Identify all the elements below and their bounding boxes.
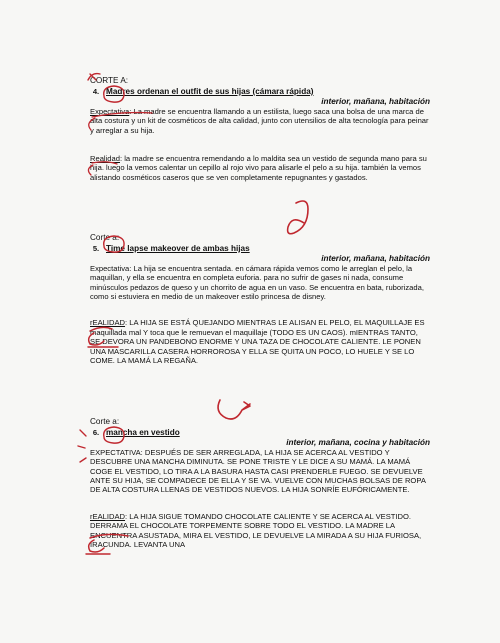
reality-label: Realidad	[90, 154, 120, 164]
scene-title: Time lapse makeover de ambas hijas	[106, 243, 250, 253]
expectation-paragraph	[90, 107, 430, 135]
spiral-doodle	[288, 201, 308, 234]
reality-paragraph	[90, 318, 430, 365]
scene-heading	[90, 242, 430, 254]
scene-location: interior, mañana, habitación	[321, 97, 430, 107]
expectation-paragraph	[90, 264, 430, 302]
corte-label: CORTE A:	[90, 76, 129, 85]
reality-paragraph	[90, 154, 430, 182]
expectation-paragraph	[90, 448, 430, 495]
scene-location: interior, mañana, habitación	[321, 254, 430, 264]
reality-paragraph	[90, 512, 430, 550]
scene-location: interior, mañana, cocina y habitación	[286, 438, 430, 448]
corte-label: Corte a:	[90, 417, 120, 426]
scene-heading	[90, 426, 430, 438]
scene-number: 6.	[92, 427, 100, 437]
scene-number: 5.	[92, 243, 100, 253]
corte-label: Corte a:	[90, 233, 120, 242]
reality-label: rEALIDAD	[90, 511, 126, 521]
side-ticks	[78, 430, 86, 462]
reality-text: : LA HIJA SE ESTÁ QUEJANDO MIENTRAS LE ALISAN EL PELO, EL MAQUILLAJE ES maquillada mal Y toca que le remuevan el maquillaje (TODO ES UN CAOS). mIENTRAS TANTO, SE DEVORA UN PANDEBONO ENORME Y UNA TAZA DE CHOCOLATE CALIENTE. LE PONEN UNA MASCARILLA CASERA HORROROSA Y ELLA SE QUITA UN POCO, LO HUELE Y SE LO COME. LA MAMÁ LA REGAÑA.	[90, 318, 425, 366]
expectation-text: Expectativa: La hija se encuentra sentada. en cámara rápida vemos como le arreglan el pelo, la maquillan, y ella se encuentra en completa euforia. para no sufrir de gases ni nada, consume minúsculos pedazos de queso y un chorrito de agua en un vaso. Se encuentra en bata, ruborizada, como si estuviera en medio de un makeover estilo princesa de disney.	[90, 263, 424, 302]
scene-title: mancha en vestido	[106, 427, 180, 437]
scene-title: Madres ordenan el outfit de sus hijas (cámara rápida)	[106, 86, 314, 96]
reality-text: : la madre se encuentra remendando a lo maldita sea un vestido de segunda mano para su hija. luego la vemos calentar un cepillo al rojo vivo para alisarle el pelo a su hija. también la vemos alistando cosméticos caseros que se ven completamente repugnantes y gastados.	[90, 154, 427, 182]
expectation-label: Expectativa	[90, 106, 130, 116]
scene-6	[90, 417, 430, 549]
reality-label: rEALIDAD	[90, 318, 126, 328]
scene-heading	[90, 85, 430, 97]
expectation-text: EXPECTATIVA: DESPUÉS DE SER ARREGLADA, LA HIJA SE ACERCA AL VESTIDO Y DESCUBRE UNA MANCHA DIMINUTA. SE PONE TRISTE Y LE DICE A SU MAMÁ. LA MAMÁ COGE EL VESTIDO, LO TIRA A LA BASURA HASTA CASI PRENDERLE FUEGO. SE DEVUELVE ANTE SU HIJA, SE COMPADECE DE ELLA Y SE VA. VUELVE CON MUCHAS BOLSAS DE ROPA DE ALTA COSTURA LLENAS DE VESTIDOS NUEVOS. LA HIJA SONRÍE EUFÓRICAMENTE.	[90, 447, 426, 495]
scene-5	[90, 233, 430, 365]
expectation-text: : La madre se encuentra llamando a un estilista, luego saca una bolsa de una marca de alta costura y un kit de cosméticos de alta calidad, junto con utensilios de alta tecnología para peinar y arreglar a su hija.	[90, 106, 429, 135]
scene-4	[90, 76, 430, 182]
scene-number: 4.	[92, 86, 100, 96]
reality-text: : LA HIJA SIGUE TOMANDO CHOCOLATE CALIENTE Y SE ACERCA AL VESTIDO. DERRAMA EL CHOCOLATE TORPEMENTE SOBRE TODO EL VESTIDO. LA MADRE LA ENCUENTRA ASUSTADA, MIRA EL VESTIDO, LE DEVUELVE LA MIRADA A SU HIJA FURIOSA, IRACUNDA. LEVANTA UNA	[90, 511, 422, 550]
